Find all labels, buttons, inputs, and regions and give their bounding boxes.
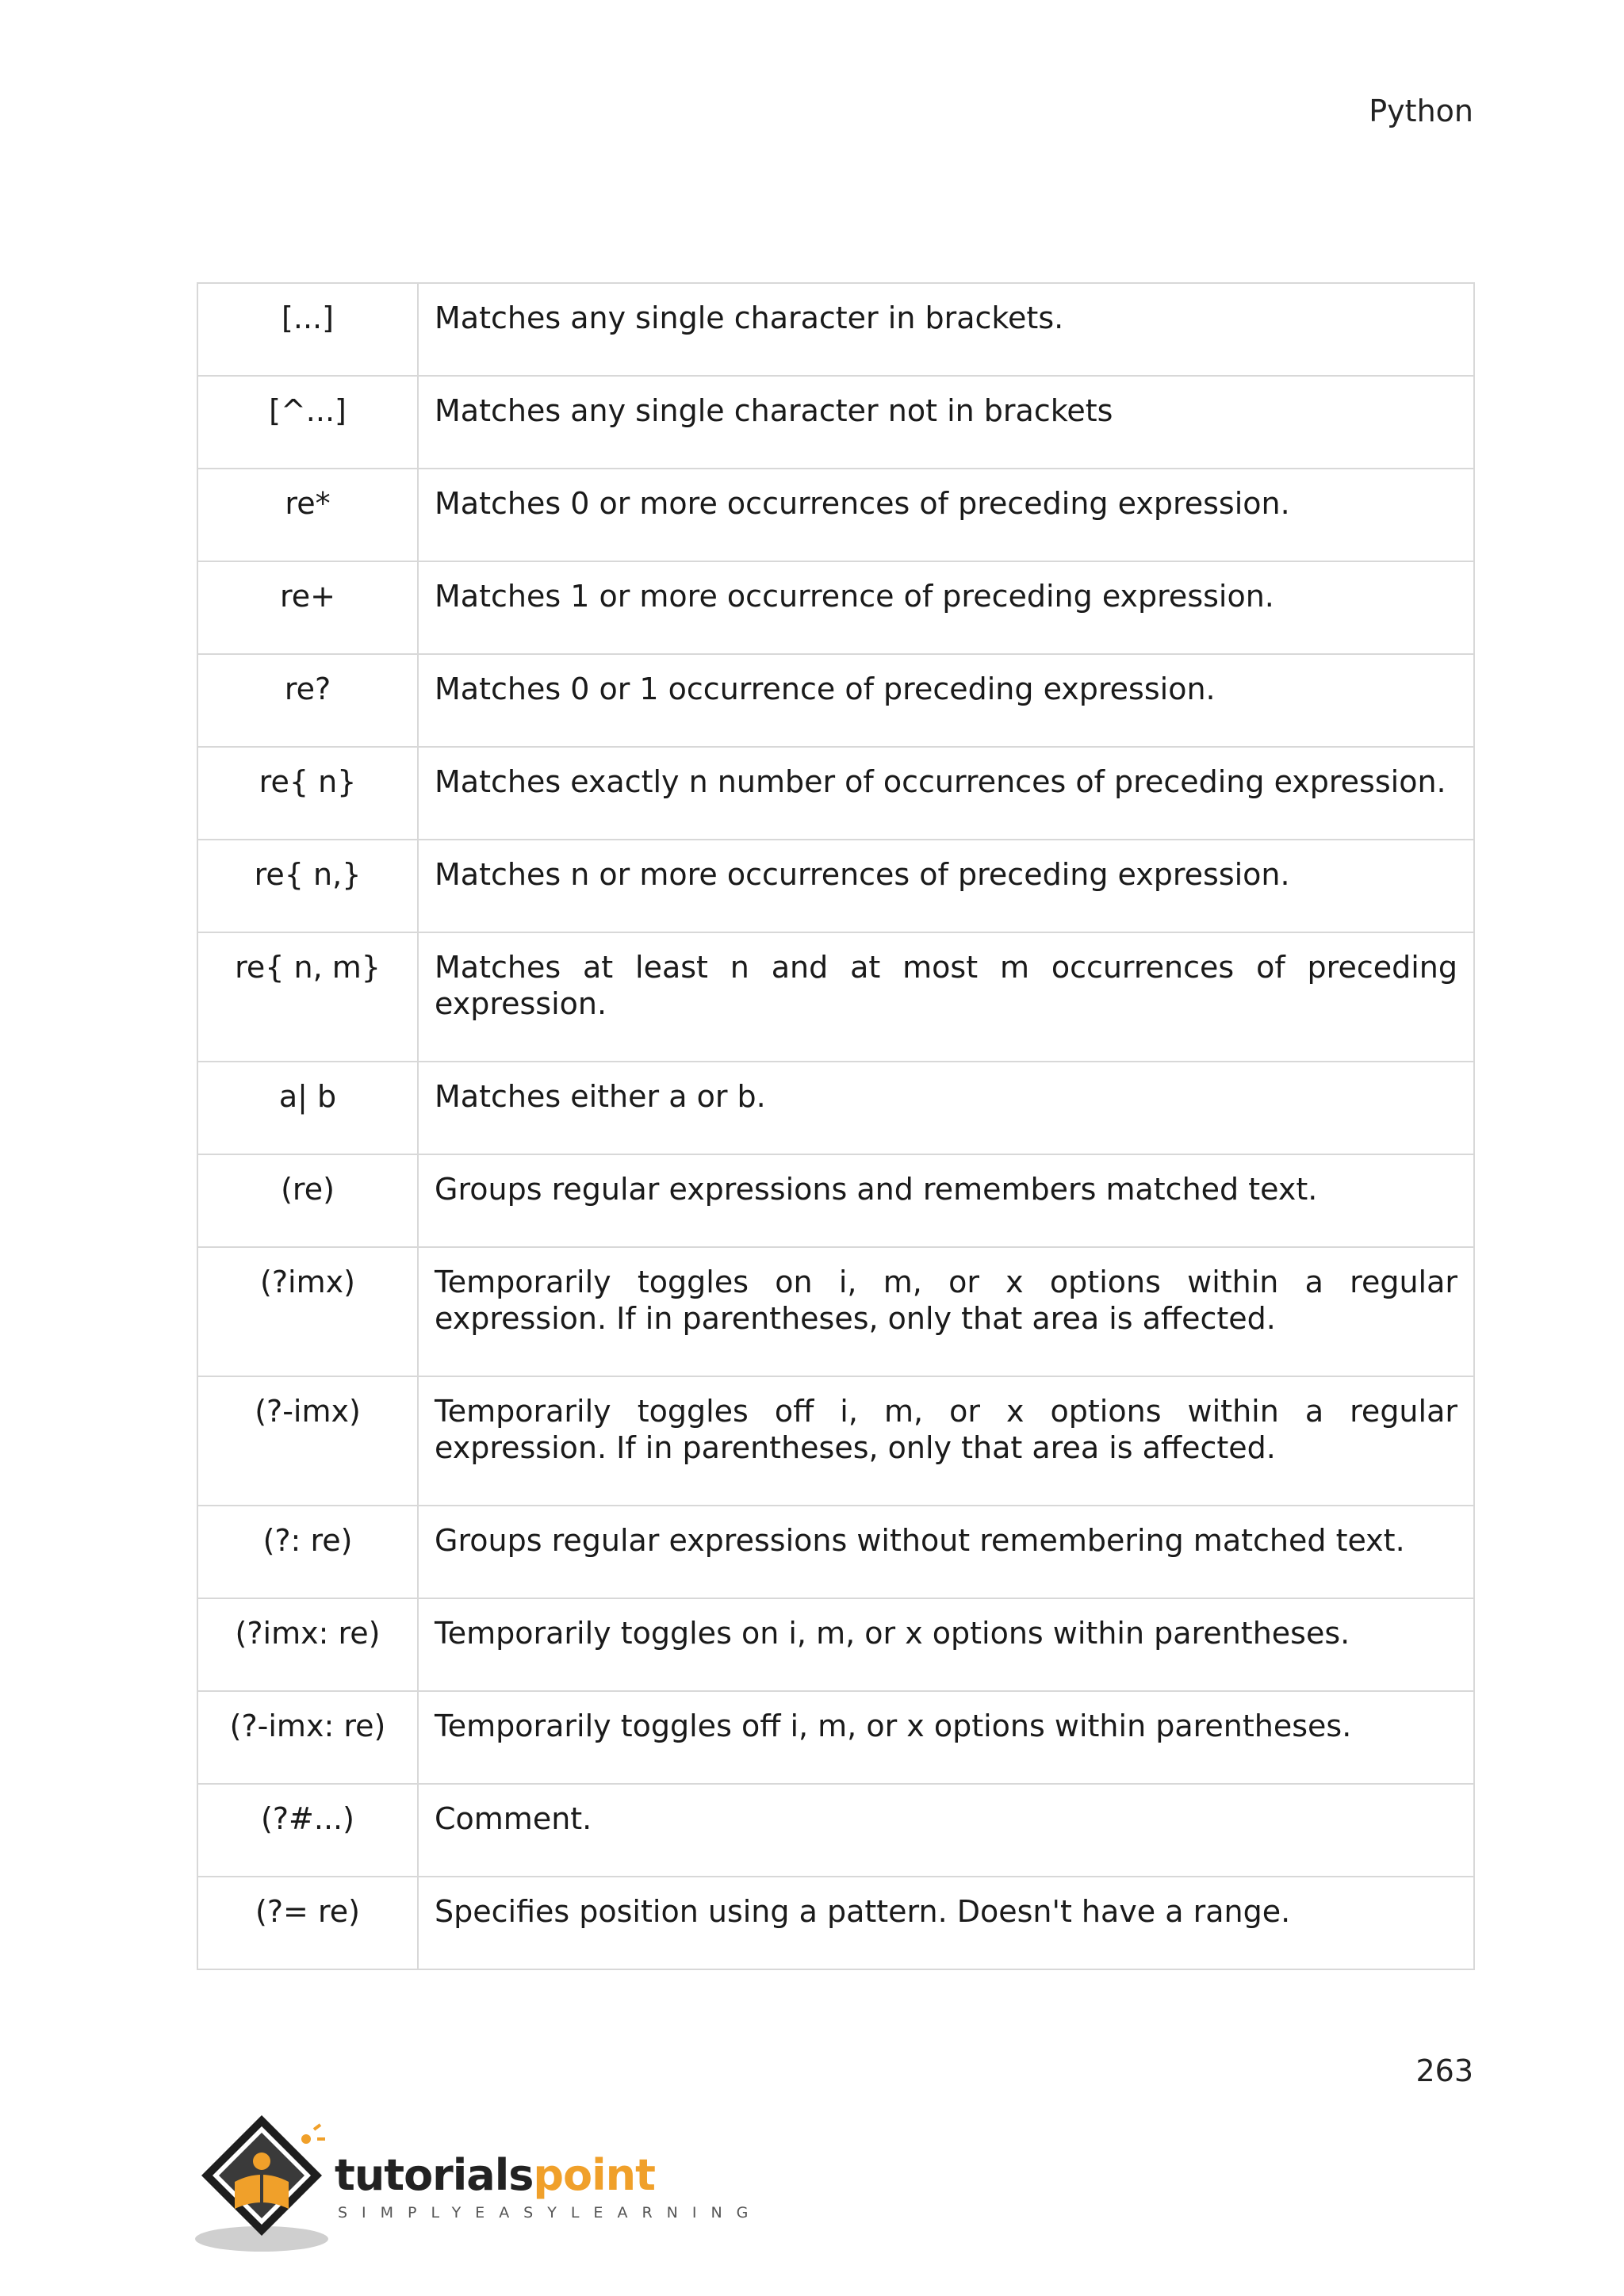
pattern-cell: re*	[197, 469, 418, 561]
table-row	[197, 561, 1474, 654]
pattern-cell: (re)	[197, 1154, 418, 1247]
description-cell: Matches any single character in brackets.	[418, 283, 1474, 376]
pattern-cell: re?	[197, 654, 418, 747]
table-row	[197, 1598, 1474, 1691]
running-header: Python	[1369, 94, 1473, 128]
regex-table	[197, 282, 1475, 1970]
description-cell: Matches any single character not in brackets	[418, 376, 1474, 469]
pattern-cell: (?-imx)	[197, 1376, 418, 1506]
description-cell: Matches exactly n number of occurrences of preceding expression.	[418, 747, 1474, 840]
logo-mark-icon	[195, 2112, 338, 2255]
table-row	[197, 840, 1474, 932]
table-row	[197, 1247, 1474, 1376]
table-row	[197, 932, 1474, 1062]
pattern-cell: (?: re)	[197, 1506, 418, 1598]
logo-wordmark-part1: tutorials	[335, 2150, 534, 2200]
table-row	[197, 1877, 1474, 1969]
description-cell: Matches 1 or more occurrence of preceding expression.	[418, 561, 1474, 654]
page-number: 263	[1415, 2053, 1473, 2088]
description-cell: Temporarily toggles off i, m, or x options within a regular expression. If in parentheses, only that area is affected.	[418, 1376, 1474, 1506]
table-row	[197, 654, 1474, 747]
table-row	[197, 1154, 1474, 1247]
pattern-cell: re{ n, m}	[197, 932, 418, 1062]
table-row	[197, 1691, 1474, 1784]
pattern-cell: (?#...)	[197, 1784, 418, 1877]
logo-wordmark	[335, 2150, 655, 2200]
pattern-cell: (?-imx: re)	[197, 1691, 418, 1784]
pattern-cell: (?imx)	[197, 1247, 418, 1376]
description-cell: Temporarily toggles on i, m, or x options within parentheses.	[418, 1598, 1474, 1691]
pattern-cell: (?= re)	[197, 1877, 418, 1969]
logo-tagline: SIMPLYEASYLEARNING	[338, 2204, 763, 2221]
table-row	[197, 469, 1474, 561]
description-cell: Groups regular expressions and remembers matched text.	[418, 1154, 1474, 1247]
table-row	[197, 1376, 1474, 1506]
description-cell: Matches n or more occurrences of preceding expression.	[418, 840, 1474, 932]
description-cell: Specifies position using a pattern. Doesn't have a range.	[418, 1877, 1474, 1969]
table-row	[197, 747, 1474, 840]
table-row	[197, 1506, 1474, 1598]
description-cell: Matches either a or b.	[418, 1062, 1474, 1154]
table-row	[197, 283, 1474, 376]
pattern-cell: re{ n,}	[197, 840, 418, 932]
pattern-cell: [...]	[197, 283, 418, 376]
tutorialspoint-logo	[195, 2112, 763, 2255]
regex-table-body	[197, 283, 1474, 1969]
description-cell: Temporarily toggles on i, m, or x options within a regular expression. If in parentheses, only that area is affected.	[418, 1247, 1474, 1376]
pattern-cell: re+	[197, 561, 418, 654]
description-cell: Temporarily toggles off i, m, or x options within parentheses.	[418, 1691, 1474, 1784]
table-row	[197, 1784, 1474, 1877]
table-row	[197, 1062, 1474, 1154]
description-cell: Matches 0 or 1 occurrence of preceding expression.	[418, 654, 1474, 747]
description-cell: Groups regular expressions without remembering matched text.	[418, 1506, 1474, 1598]
pattern-cell: [^...]	[197, 376, 418, 469]
logo-wordmark-part2: point	[533, 2150, 655, 2200]
table-row	[197, 376, 1474, 469]
description-cell: Comment.	[418, 1784, 1474, 1877]
pattern-cell: re{ n}	[197, 747, 418, 840]
pattern-cell: a| b	[197, 1062, 418, 1154]
description-cell: Matches 0 or more occurrences of preceding expression.	[418, 469, 1474, 561]
pattern-cell: (?imx: re)	[197, 1598, 418, 1691]
description-cell: Matches at least n and at most m occurrences of preceding expression.	[418, 932, 1474, 1062]
